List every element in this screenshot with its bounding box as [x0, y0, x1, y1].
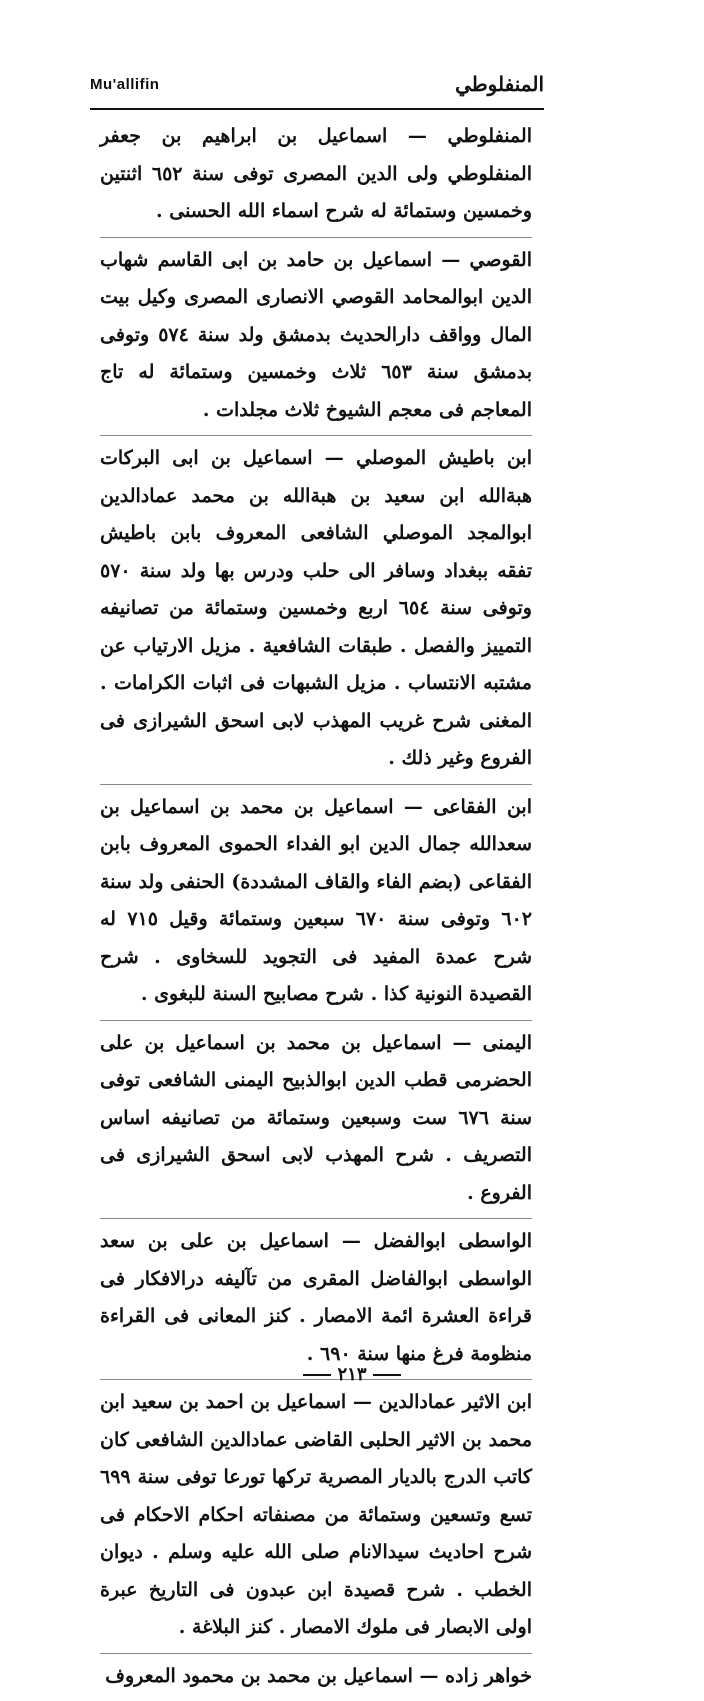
header-rule [90, 108, 544, 110]
entry-paragraph: القوصي — اسماعيل بن حامد بن ابى القاسم شهاب الدين ابوالمحامد القوصي الانصارى المصرى وكيل بيت المال وواقف دارالحديث بدمشق ولد سنة ٥٧٤ وتوفى بدمشق سنة ٦٥٣ ثلاث وخمسين وستمائة له تاج المعاجم فى معجم الشيوخ ثلاث مجلدات . [100, 237, 532, 430]
entry-paragraph: اليمنى — اسماعيل بن محمد بن اسماعيل بن على الحضرمى قطب الدين ابوالذبيح اليمنى الشافعى توفى سنة ٦٧٦ ست وسبعين وستمائة من تصانيفه اساس التصريف . شرح المهذب لابى اسحق الشيرازى فى الفروع . [100, 1020, 532, 1213]
page-number-text: ٢١٣ [337, 1364, 367, 1385]
entry-paragraph: ابن الاثير عمادالدين — اسماعيل بن احمد بن سعيد ابن محمد بن الاثير الحلبى القاضى عمادالدين الشافعى كان كاتب الدرج بالديار المصرية تركها تورعا توفى سنة ٦٩٩ تسع وتسعين وستمائة من مصنفاته احكام الاحكام فى شرح احاديث سيدالانام صلى الله عليه وسلم . ديوان الخطب . شرح قصيدة ابن عبدون فى التاريخ عبرة اولى الابصار فى ملوك الامصار . كنز البلاغة . [100, 1379, 532, 1647]
text-body [100, 118, 532, 1701]
header-latin-title: Mu'allifin [90, 76, 160, 93]
entry-paragraph: المنفلوطي — اسماعيل بن ابراهيم بن جعفر المنفلوطي ولى الدين المصرى توفى سنة ٦٥٢ اثنتين وخمسين وستمائة له شرح اسماء الله الحسنى . [100, 125, 532, 222]
header-arabic-title: المنفلوطي [455, 72, 544, 96]
entry-paragraph: ابن باطيش الموصلي — اسماعيل بن ابى البركات هبةالله ابن سعيد بن هبةالله بن محمد عمادالدين ابوالمجد الموصلي الشافعى المعروف بابن باطيش تفقه ببغداد وسافر الى حلب ودرس بها ولد سنة ٥٧٠ وتوفى سنة ٦٥٤ اربع وخمسين وستمائة من تصانيفه التمييز والفصل . طبقات الشافعية . مزيل الارتياب عن مشتبه الانتساب . مزيل الشبهات فى اثبات الكرامات . المغنى شرح غريب المهذب لابى اسحق الشيرازى فى الفروع وغير ذلك . [100, 435, 532, 778]
entry-paragraph: الواسطى ابوالفضل — اسماعيل بن على بن سعد الواسطى ابوالفاضل المقرى من تآليفه درالافكار فى قراءة العشرة ائمة الامصار . كنز المعانى فى القراءة منظومة فرغ منها سنة ٦٩٠ . [100, 1218, 532, 1373]
folio-dash [373, 1374, 401, 1376]
entry-paragraph: خواهر زاده — اسماعيل بن محمد بن محمود المعروف [100, 1653, 532, 1696]
running-header [90, 72, 544, 106]
page-number [0, 1364, 704, 1385]
folio-dash [303, 1374, 331, 1376]
entry-paragraph: ابن الفقاعى — اسماعيل بن محمد بن اسماعيل بن سعدالله جمال الدين ابو الفداء الحموى المعروف بابن الفقاعى (بضم الفاء والقاف المشددة) الحنفى ولد سنة ٦٠٢ وتوفى سنة ٦٧٠ سبعين وستمائة وقيل ٧١٥ له شرح عمدة المفيد فى التجويد للسخاوى . شرح القصيدة النونية كذا . شرح مصابيح السنة للبغوى . [100, 784, 532, 1014]
